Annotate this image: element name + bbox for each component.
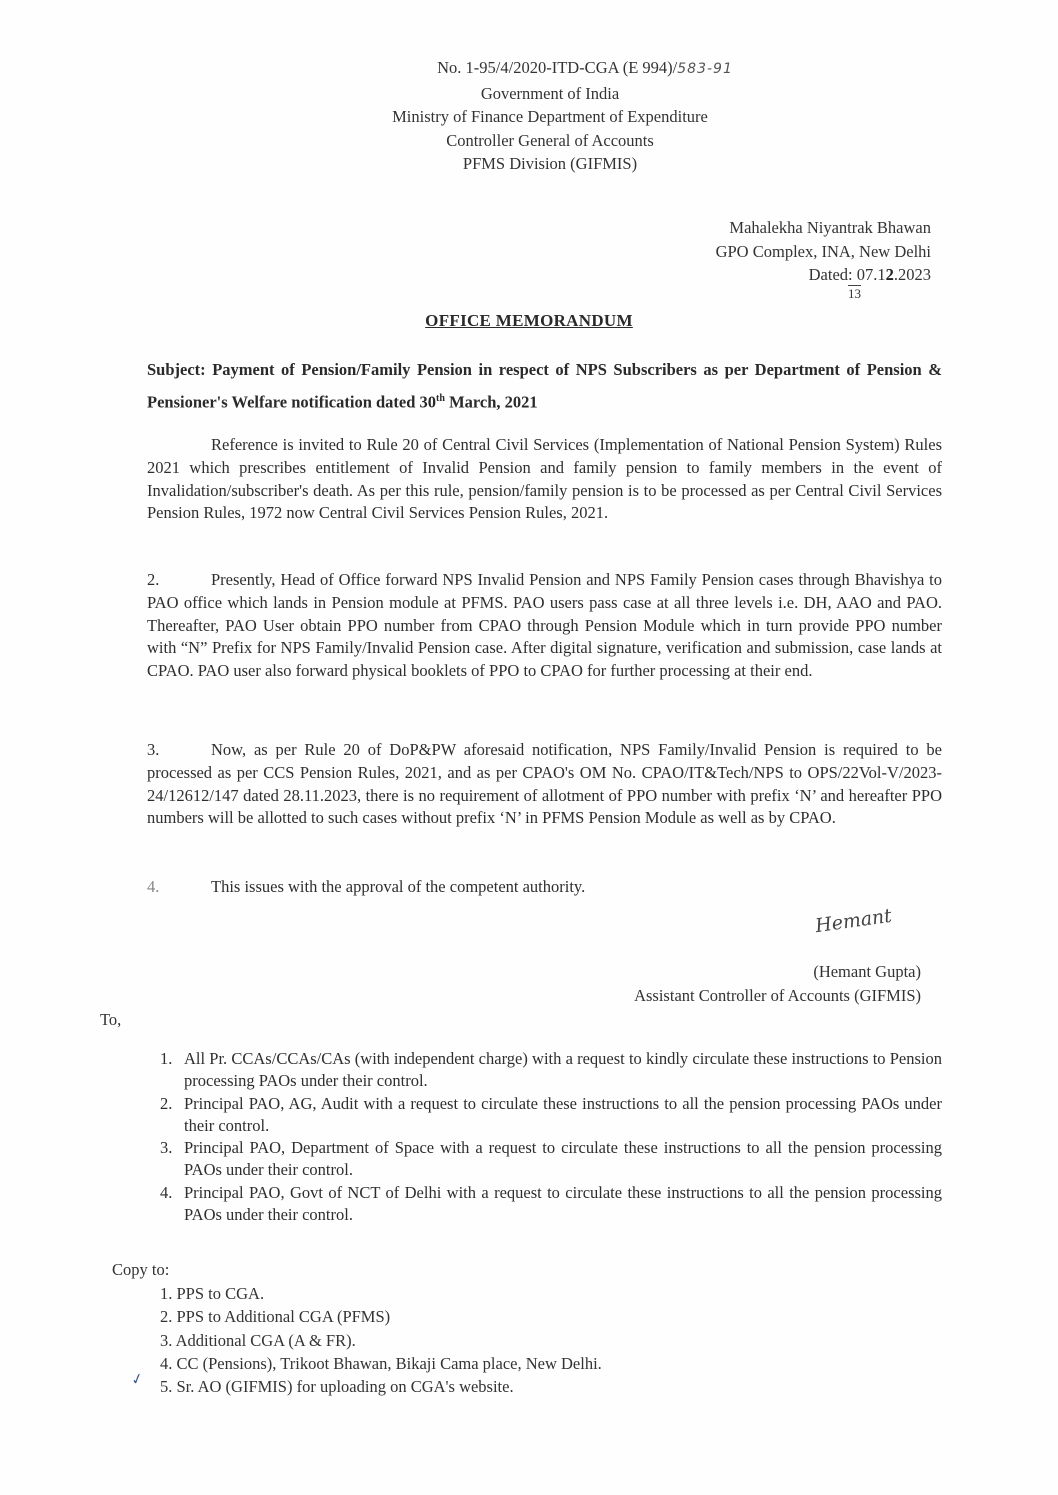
copy-to-label: Copy to: (112, 1260, 170, 1279)
recipient-number: 3. (160, 1138, 173, 1158)
paragraph-1 (147, 434, 942, 525)
date-prefix: Dated: 07.1 (808, 265, 886, 284)
letterhead-line-division: PFMS Division (GIFMIS) (462, 154, 638, 173)
recipient-text: Principal PAO, Department of Space with a request to circulate these instructions to all the pension processing PAOs under their control. (184, 1138, 942, 1180)
reference-number-text: No. 1-95/4/2020-ITD-CGA (E 994)/ (437, 58, 678, 77)
copy-to-list (160, 1282, 602, 1398)
recipient-item (160, 1137, 942, 1182)
office-address (715, 216, 931, 301)
copy-to-item: 4. CC (Pensions), Trikoot Bhawan, Bikaji Cama place, New Delhi. (160, 1353, 602, 1373)
letterhead-line-cga: Controller General of Accounts (446, 130, 654, 150)
reference-number (367, 56, 733, 82)
to-label: To, (100, 1010, 122, 1029)
paragraph-3-number: 3. (147, 740, 160, 759)
document-title: OFFICE MEMORANDUM (425, 311, 633, 330)
recipients-list (160, 1048, 942, 1226)
address-line-1: Mahalekha Niyantrak Bhawan (729, 218, 931, 237)
signatory-designation: Assistant Controller of Accounts (GIFMIS) (634, 986, 921, 1005)
paragraph-2-text: Presently, Head of Office forward NPS Invalid Pension and NPS Family Pension cases through Bhavishya to PAO office which lands in Pension module at PFMS. PAO users pass case at all three levels i.e. DH, AAO and PAO. Thereafter, PAO User obtain PPO number from CPAO through Pension Module which in turn provide PPO number with “N” Prefix for NPS Family/Invalid Pension case. After digital signature, verification and submission, case lands at CPAO. PAO user also forward physical booklets of PPO to CPAO for further processing at their end. (147, 570, 942, 681)
subject-superscript: th (436, 393, 445, 404)
checkmark-icon: ✓ (128, 1368, 146, 1390)
paragraph-4-number: 4. (147, 877, 160, 896)
letterhead-line-government: Government of India (480, 83, 620, 103)
recipient-number: 2. (160, 1093, 173, 1113)
paragraph-4 (147, 876, 942, 899)
paragraph-3 (147, 739, 942, 830)
date-corrected-digit: 2 (885, 265, 894, 284)
recipient-item (160, 1093, 942, 1138)
recipient-text: Principal PAO, Govt of NCT of Delhi with a request to circulate these instructions to all the pension processing PAOs under their control. (184, 1182, 942, 1225)
copy-to-item: 1. PPS to CGA. (160, 1284, 265, 1303)
subject-text-end: March, 2021 (444, 392, 538, 412)
letterhead-line-ministry: Ministry of Finance Department of Expenditure (392, 107, 708, 126)
handwritten-signature: Hemant (813, 904, 894, 938)
recipient-number: 1. (160, 1049, 173, 1068)
paragraph-3-text: Now, as per Rule 20 of DoP&PW aforesaid notification, NPS Family/Invalid Pension is required to be processed as per CCS Pension Rules, 2021, and as per CPAO's OM No. CPAO/IT&Tech/NPS to OPS/22Vol-V/2023-24/12612/147 dated 28.11.2023, there is no requirement of allotment of PPO number with prefix ‘N’ and hereafter PPO numbers will be allotted to such cases without prefix ‘N’ in PFMS Pension Module as well as by CPAO. (147, 740, 942, 828)
paragraph-1-text: Reference is invited to Rule 20 of Central Civil Services (Implementation of National Pension System) Rules 2021 which prescribes entitlement of Invalid Pension and family pension to family members in the event of Invalidation/subscriber's death. As per this rule, pension/family pension is to be processed as per Central Civil Services Pension Rules, 1972 now Central Civil Services Pension Rules, 2021. (147, 435, 942, 523)
date-line (716, 263, 931, 301)
subject-line (147, 355, 942, 417)
recipient-item (160, 1182, 942, 1227)
date-annotation: 13 (848, 286, 861, 301)
address-line-2: GPO Complex, INA, New Delhi (715, 241, 931, 261)
recipient-text: All Pr. CCAs/CCAs/CAs (with independent charge) with a request to kindly circulate these instructions to Pension processing PAOs under their control. (184, 1049, 942, 1091)
letterhead (300, 56, 800, 176)
copy-to-item: 5. Sr. AO (GIFMIS) for uploading on CGA's website. (160, 1377, 514, 1397)
handwritten-dispatch-number: 583-91 (677, 61, 733, 77)
recipient-text: Principal PAO, AG, Audit with a request to circulate these instructions to all the pension processing PAOs under their control. (184, 1093, 942, 1135)
signatory-name: (Hemant Gupta) (813, 962, 921, 981)
paragraph-4-text: This issues with the approval of the competent authority. (211, 877, 586, 896)
recipient-number: 4. (160, 1182, 173, 1202)
recipient-item (160, 1048, 942, 1093)
date-suffix: .2023 (893, 265, 931, 284)
paragraph-2-number: 2. (147, 570, 160, 589)
paragraph-2 (147, 569, 942, 683)
copy-to-item: 2. PPS to Additional CGA (PFMS) (160, 1307, 391, 1327)
copy-to-item: 3. Additional CGA (A & FR). (160, 1330, 356, 1350)
subject-text: Subject: Payment of Pension/Family Pension in respect of NPS Subscribers as per Department of Pension & Pensioner's Welfare notification dated 30 (147, 360, 942, 412)
